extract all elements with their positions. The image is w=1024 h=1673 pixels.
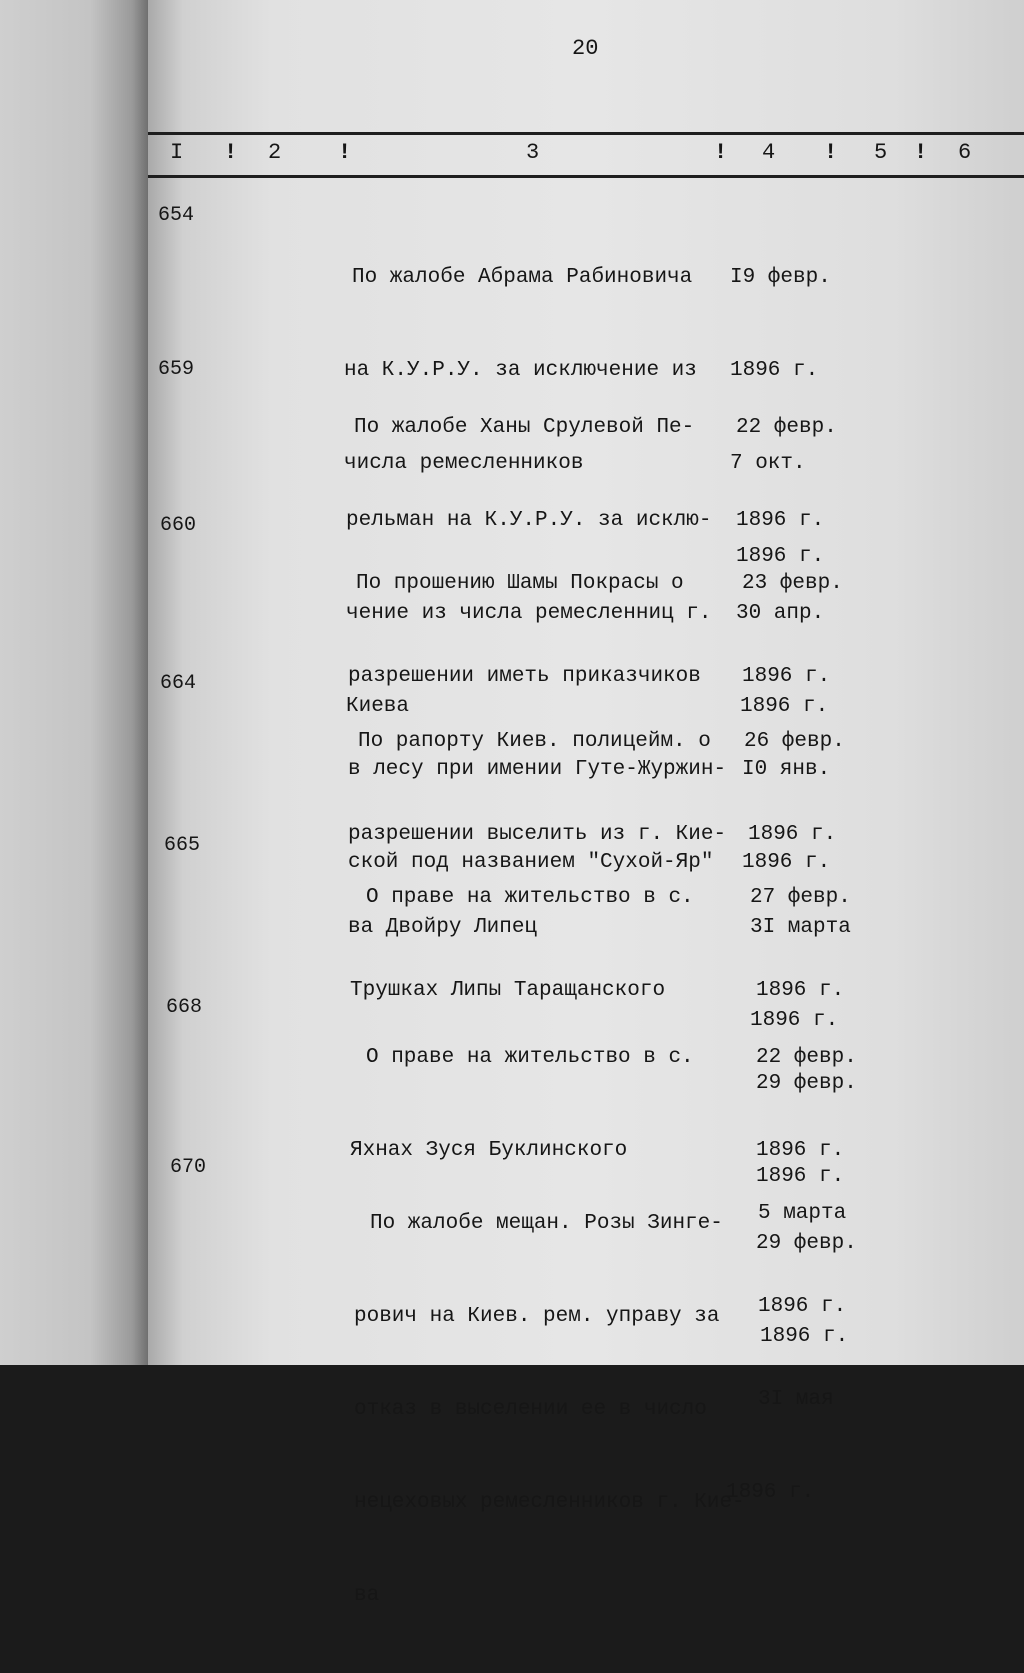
entry-number: 664 bbox=[160, 672, 197, 695]
description-line: ской под названием "Сухой-Яр" bbox=[348, 851, 714, 874]
column-header-4: 4 bbox=[762, 140, 776, 165]
description-line: О праве на жительство в с. bbox=[366, 886, 694, 909]
description-line: на К.У.Р.У. за исключение из bbox=[344, 359, 697, 382]
page-number: 20 bbox=[572, 36, 599, 61]
date-line: 3I марта bbox=[750, 916, 851, 939]
description-line: Трушках Липы Таращанского bbox=[350, 979, 666, 1002]
date-line: 29 февр. bbox=[756, 1072, 857, 1095]
date-line: 22 февр. bbox=[756, 1046, 857, 1069]
description-line: рельман на К.У.Р.У. за исклю- bbox=[346, 509, 712, 532]
description-line: рович на Киев. рем. управу за bbox=[354, 1305, 720, 1328]
date-line: 26 февр. bbox=[744, 730, 845, 753]
date-line: 1896 г. bbox=[742, 665, 831, 688]
column-header-1: I bbox=[170, 140, 184, 165]
entry-number: 665 bbox=[164, 834, 201, 857]
column-separator: ! bbox=[714, 140, 728, 165]
date-line: 1896 г. bbox=[742, 851, 831, 874]
description-line: числа ремесленников bbox=[344, 452, 584, 475]
date-line: 1896 г. bbox=[748, 823, 837, 846]
column-header-3: 3 bbox=[526, 140, 540, 165]
description-line: По рапорту Киев. полицейм. о bbox=[358, 730, 711, 753]
description-line: нецеховых ремесленников г. Кие- bbox=[354, 1491, 745, 1514]
document-page bbox=[148, 0, 1024, 1607]
date-line: 1896 г. bbox=[740, 695, 829, 718]
date-line: 27 февр. bbox=[750, 886, 851, 909]
entry-number: 654 bbox=[158, 204, 195, 227]
date-line: 7 окт. bbox=[730, 452, 806, 475]
date-line: 1896 г. bbox=[726, 1481, 815, 1504]
date-line: 5 марта bbox=[758, 1202, 847, 1225]
date-line: 3I мая bbox=[758, 1388, 834, 1411]
column-separator: ! bbox=[338, 140, 352, 165]
entry-number: 670 bbox=[170, 1156, 207, 1179]
date-line: 29 февр. bbox=[756, 1232, 857, 1255]
date-line: 1896 г. bbox=[750, 1009, 839, 1032]
description-line: ва Двойру Липец bbox=[348, 916, 538, 939]
description-line: ва bbox=[354, 1584, 380, 1607]
description-line: По жалобе мещан. Розы Зинге- bbox=[370, 1212, 723, 1235]
date-line: 1896 г. bbox=[730, 359, 819, 382]
description-line: отказ в выселении ее в число bbox=[354, 1398, 707, 1421]
underlying-page-edge bbox=[0, 0, 150, 1365]
column-separator: ! bbox=[824, 140, 838, 165]
description-line: в лесу при имении Гуте-Журжин- bbox=[348, 758, 727, 781]
description-line: разрешении выселить из г. Кие- bbox=[348, 823, 727, 846]
date-line: 1896 г. bbox=[756, 1139, 845, 1162]
column-separator: ! bbox=[224, 140, 238, 165]
date-line: 23 февр. bbox=[742, 572, 843, 595]
description-line: чение из числа ремесленниц г. bbox=[346, 602, 712, 625]
date-line: 1896 г. bbox=[736, 545, 825, 568]
description-line: По жалобе Абрама Рабиновича bbox=[352, 266, 693, 289]
description-line: По жалобе Ханы Срулевой Пе- bbox=[354, 416, 695, 439]
description-line: разрешении иметь приказчиков bbox=[348, 665, 701, 688]
entry-description bbox=[354, 1146, 745, 1673]
date-line: 1896 г. bbox=[756, 979, 845, 1002]
description-line: Киева bbox=[346, 695, 410, 718]
entry-number: 660 bbox=[160, 514, 197, 537]
description-line: О праве на жительство в с. bbox=[366, 1046, 694, 1069]
header-top-rule bbox=[148, 132, 1024, 135]
date-line: I0 янв. bbox=[742, 758, 831, 781]
entry-dates bbox=[726, 1136, 847, 1570]
date-line: I9 февр. bbox=[730, 266, 831, 289]
date-line: 22 февр. bbox=[736, 416, 837, 439]
description-line: По прошению Шамы Покрасы о bbox=[356, 572, 684, 595]
column-separator: ! bbox=[914, 140, 928, 165]
column-header-6: 6 bbox=[958, 140, 972, 165]
header-bottom-rule bbox=[148, 175, 1024, 178]
date-line: 1896 г. bbox=[736, 509, 825, 532]
date-line: 1896 г. bbox=[758, 1295, 847, 1318]
description-line: Яхнах Зуся Буклинского bbox=[350, 1139, 628, 1162]
date-line: 1896 г. bbox=[760, 1325, 849, 1348]
date-line: 1896 г. bbox=[756, 1165, 845, 1188]
date-line: 30 апр. bbox=[736, 602, 825, 625]
column-header-2: 2 bbox=[268, 140, 282, 165]
column-header-5: 5 bbox=[874, 140, 888, 165]
entry-number: 668 bbox=[166, 996, 203, 1019]
entry-number: 659 bbox=[158, 358, 195, 381]
